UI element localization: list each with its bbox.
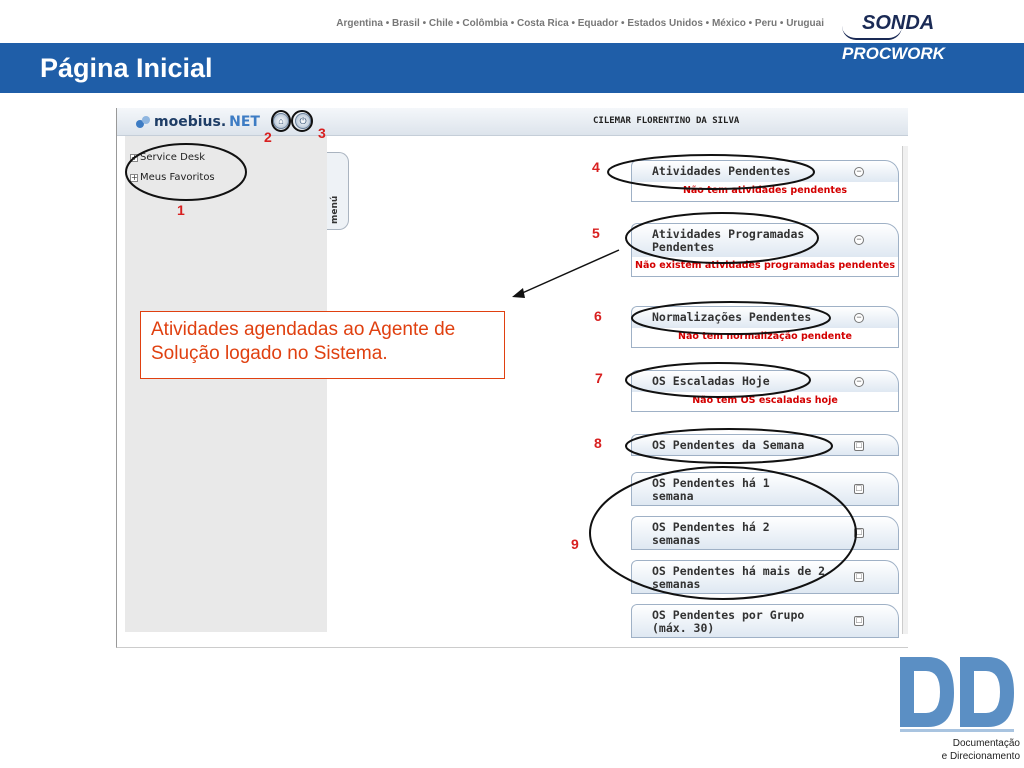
dd-caption-line2: e Direcionamento: [941, 751, 1020, 762]
annotation-number-1: 1: [177, 202, 185, 218]
procwork-logo: PROCWORK: [842, 44, 945, 63]
moebius-logo-icon: [135, 115, 151, 129]
expand-icon[interactable]: □: [854, 616, 864, 626]
widget-header[interactable]: [631, 516, 899, 550]
widget-os-2-semanas: [631, 516, 899, 550]
widget-title: OS Pendentes há 2 semanas: [652, 520, 770, 547]
power-icon[interactable]: ⏻: [295, 113, 311, 129]
widget-header[interactable]: [631, 434, 899, 456]
widget-os-por-grupo: [631, 604, 899, 638]
logged-user: CILEMAR FLORENTINO DA SILVA: [593, 116, 740, 126]
annotation-number-5: 5: [592, 225, 600, 241]
countries-list: Argentina • Brasil • Chile • Colômbia • Costa Rica • Equador • Estados Unidos • México • Peru • Uruguai: [336, 18, 824, 29]
expand-icon[interactable]: +: [131, 152, 138, 162]
dd-logo-icon: [898, 655, 1018, 735]
tree-item-service-desk[interactable]: [130, 152, 205, 163]
widget-title: OS Escaladas Hoje: [652, 374, 770, 388]
collapse-icon[interactable]: −: [854, 377, 864, 387]
tree-item-label: Meus Favoritos: [140, 172, 215, 183]
sonda-logo: SONDA: [862, 12, 935, 34]
moebius-logo: [135, 114, 260, 130]
widget-title: Atividades Programadas Pendentes: [652, 227, 805, 254]
menu-tab-label: menú: [330, 195, 340, 224]
annotation-number-3: 3: [318, 125, 326, 141]
expand-icon[interactable]: □: [854, 572, 864, 582]
dd-caption-line1: Documentação: [952, 738, 1020, 749]
widget-message: Não existem atividades programadas pendentes: [631, 257, 899, 277]
widget-message: Não tem OS escaladas hoje: [631, 392, 899, 412]
widget-message: Não tem atividades pendentes: [631, 182, 899, 202]
widget-title: Atividades Pendentes: [652, 164, 791, 178]
dd-caption: [880, 737, 1020, 763]
collapse-icon[interactable]: −: [854, 167, 864, 177]
annotation-number-4: 4: [592, 159, 600, 175]
collapse-icon[interactable]: −: [854, 235, 864, 245]
widget-message: Não tem normalização pendente: [631, 328, 899, 348]
tree-item-label: Service Desk: [140, 152, 205, 163]
widget-header[interactable]: [631, 472, 899, 506]
annotation-number-2: 2: [264, 129, 272, 145]
widget-title: OS Pendentes há mais de 2 semanas: [652, 564, 826, 591]
widget-header[interactable]: [631, 223, 899, 257]
widget-scrollbar[interactable]: [902, 146, 908, 634]
page-title: Página Inicial: [40, 53, 213, 83]
widget-header[interactable]: [631, 604, 899, 638]
widget-header[interactable]: [631, 160, 899, 182]
expand-icon[interactable]: □: [854, 441, 864, 451]
expand-icon[interactable]: +: [131, 172, 138, 182]
widget-header[interactable]: [631, 560, 899, 594]
widget-title: Normalizações Pendentes: [652, 310, 812, 324]
widget-title: OS Pendentes da Semana: [652, 438, 805, 452]
app-top-bar: [117, 108, 908, 136]
annotation-number-9: 9: [571, 536, 579, 552]
tree-item-favoritos[interactable]: [130, 172, 215, 183]
annotation-number-6: 6: [594, 308, 602, 324]
widget-normalizacoes: [631, 306, 899, 348]
widget-title: OS Pendentes há 1 semana: [652, 476, 770, 503]
widget-os-semana: [631, 434, 899, 456]
annotation-number-8: 8: [594, 435, 602, 451]
collapse-icon[interactable]: −: [854, 313, 864, 323]
logo-main-text: moebius.: [154, 114, 227, 130]
annotation-number-7: 7: [595, 370, 603, 386]
expand-icon[interactable]: □: [854, 528, 864, 538]
widget-atividades-pendentes: [631, 160, 899, 202]
widget-os-1-semana: [631, 472, 899, 506]
logo-swoosh: [842, 26, 902, 40]
widget-header[interactable]: [631, 370, 899, 392]
widget-os-escaladas: [631, 370, 899, 412]
widget-atividades-programadas: [631, 223, 899, 277]
left-navigation-panel: [125, 136, 327, 632]
expand-icon[interactable]: □: [854, 484, 864, 494]
logo-net-text: NET: [229, 114, 260, 130]
widget-header[interactable]: [631, 306, 899, 328]
home-icon[interactable]: ⌂: [273, 113, 289, 129]
widget-title: OS Pendentes por Grupo (máx. 30): [652, 608, 805, 635]
widget-os-mais-2-semanas: [631, 560, 899, 594]
callout-box: Atividades agendadas ao Agente de Solução logado no Sistema.: [140, 311, 505, 379]
